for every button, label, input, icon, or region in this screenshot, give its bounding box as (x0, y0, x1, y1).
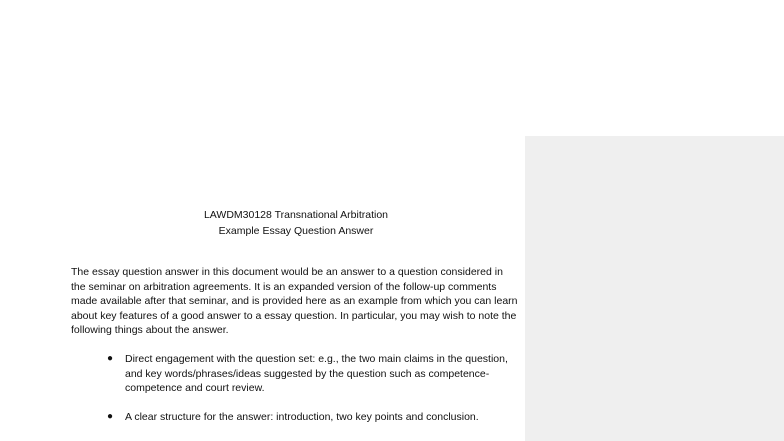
document-body (71, 207, 521, 438)
bullet-text: A clear structure for the answer: introduction, two key points and conclusion. (125, 410, 479, 423)
bullet-icon: ● (107, 352, 114, 364)
list-item (71, 410, 515, 425)
side-panel (525, 136, 784, 441)
list-item (71, 352, 515, 396)
bullet-list (71, 352, 521, 424)
title-line-course: LAWDM30128 Transnational Arbitration (203, 209, 389, 221)
title-line-subtitle: Example Essay Question Answer (218, 225, 374, 237)
bullet-icon: ● (107, 410, 114, 422)
document-title (71, 207, 521, 239)
intro-paragraph: The essay question answer in this document would be an answer to a question considered in the seminar on arbitration agreements. It is an expanded version of the follow-up comments made available after that seminar, and is provided here as an example from which you can learn about key features of a good answer to a essay question. In particular, you may wish to note the following things about the answer. (71, 266, 518, 337)
bullet-text: Direct engagement with the question set: e.g., the two main claims in the question, and key words/phrases/ideas suggested by the question such as competence-competence and court review. (125, 352, 508, 395)
